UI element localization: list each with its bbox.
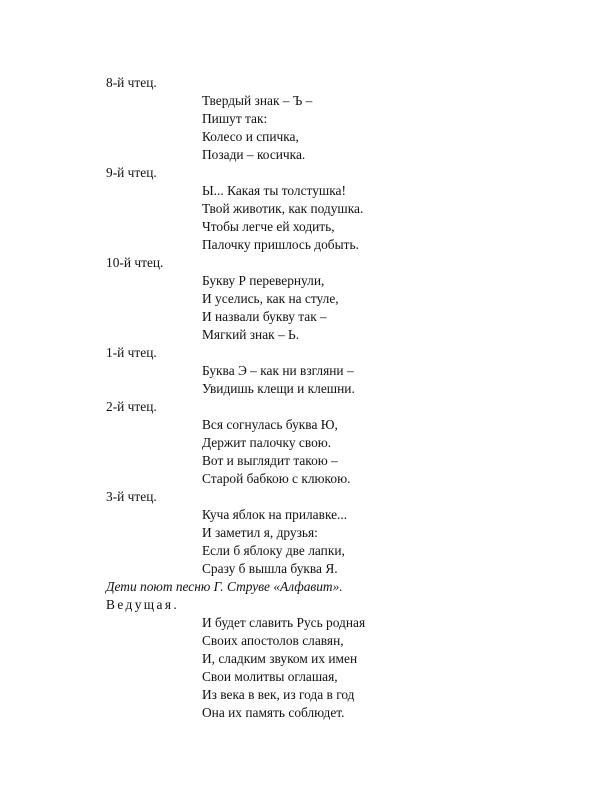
verse-line: Из века в век, из года в год [202,687,355,702]
verse-line: Чтобы легче ей ходить, [202,219,335,234]
verse-line: Свои молитвы оглашая, [202,669,338,684]
speaker-label: 10-й чтец. [106,255,164,270]
verse-line: И уселись, как на стуле, [202,291,339,306]
verse-line: Палочку пришлось добыть. [202,237,359,252]
speaker-label: 2-й чтец. [106,399,157,414]
verse-line: Она их память соблюдет. [202,705,345,720]
verse-line: И, сладким звуком их имен [202,651,358,666]
verse-line: Позади – косичка. [202,147,306,162]
verse-line: Вот и выглядит такою – [202,453,338,468]
verse-line: Колесо и спичка, [202,129,299,144]
verse-line: Пишут так: [202,111,268,126]
speaker-label: Ведущая. [106,597,180,612]
verse-line: Старой бабкою с клюкою. [202,471,351,486]
verse-line: Своих апостолов славян, [202,633,344,648]
verse-line: Букву Р перевернули, [202,273,325,288]
speaker-label: 1-й чтец. [106,345,157,360]
verse-line: Буква Э – как ни взгляни – [202,363,354,378]
verse-line: Твой животик, как подушка. [202,201,364,216]
verse-line: Сразу б вышла буква Я. [202,561,338,576]
stage-direction: Дети поют песню Г. Струве «Алфавит». [106,579,343,594]
verse-line: И будет славить Русь родная [202,615,366,630]
verse-line: Ы... Какая ты толстушка! [202,183,346,198]
verse-line: И назвали букву так – [202,309,327,324]
verse-line: Увидишь клещи и клешни. [202,381,355,396]
verse-line: Держит палочку свою. [202,435,332,450]
speaker-label: 3-й чтец. [106,489,157,504]
verse-line: Мягкий знак – Ь. [202,327,300,342]
speaker-label: 8-й чтец. [106,75,157,90]
verse-line: Если б яблоку две лапки, [202,543,345,558]
verse-line: Куча яблок на прилавке... [202,507,348,522]
verse-line: И заметил я, друзья: [202,525,318,540]
speaker-label: 9-й чтец. [106,165,157,180]
verse-line: Вся согнулась буква Ю, [202,417,338,432]
verse-line: Твердый знак – Ъ – [202,93,313,108]
